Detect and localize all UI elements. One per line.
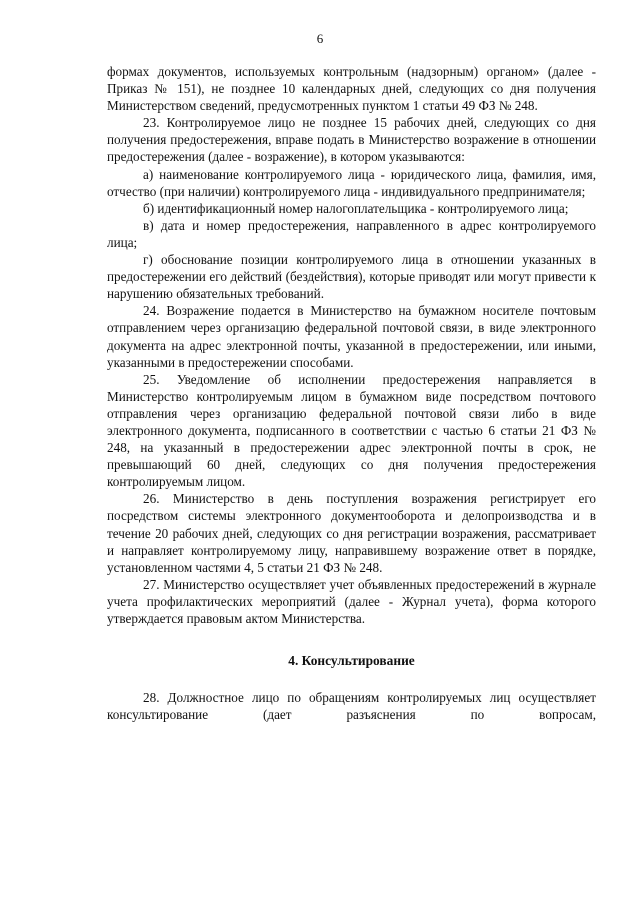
paragraph-23-a: а) наименование контролируемого лица - юридического лица, фамилия, имя, отчество (при наличии) контролируемого лица - индивидуального предпринимателя; <box>107 166 596 199</box>
paragraph-27: 27. Министерство осуществляет учет объявленных предостережений в журнале учета профилактических мероприятий (далее - Журнал учета), форма которого утверждается правовым актом Министерства. <box>107 576 596 626</box>
document-body <box>107 63 596 723</box>
paragraph-23-b: б) идентификационный номер налогоплательщика - контролируемого лица; <box>143 200 569 216</box>
paragraph-26: 26. Министерство в день поступления возражения регистрирует его посредством системы электронного документооборота и делопроизводства и в течение 20 рабочих дней, следующих со дня регистрации возражения, рассматривает и направляет контролируемому лицу, направившему возражение ответ в порядке, установленном частями 4, 5 статьи 21 ФЗ № 248. <box>107 491 596 575</box>
paragraph-23-v: в) дата и номер предостережения, направленного в адрес контролируемого лица; <box>107 217 596 250</box>
paragraph-25: 25. Уведомление об исполнении предостережения направляется в Министерство контролируемым лицом в бумажном виде посредством почтового отправления через организацию федеральной почтовой связи либо в виде электронного документа, подписанного в соответствии с частью 6 статьи 21 ФЗ № 248, на указанный в предостережении адрес электронной почты в срок, не превышающий 60 дней, следующих со дня получения предостережения контролируемым лицом. <box>107 371 596 490</box>
paragraph-23: 23. Контролируемое лицо не позднее 15 рабочих дней, следующих со дня получения предостережения, вправе подать в Министерство возражение в отношении предостережения (далее - возражение), в котором указываются: <box>107 115 596 165</box>
section-heading: 4. Консультирование <box>288 653 415 669</box>
page-number: 6 <box>316 31 324 46</box>
paragraph-24: 24. Возражение подается в Министерство на бумажном носителе почтовым отправлением через организацию федеральной почтовой связи, в виде электронного документа на адрес электронной почты, указанной в предостережении, или иными, указанными в предостережении способами. <box>107 303 596 370</box>
paragraph-23-g: г) обоснование позиции контролируемого лица в отношении указанных в предостережении его действий (бездействия), которые приводят или могут привести к нарушению обязательных требований. <box>107 252 596 302</box>
paragraph-continuation: формах документов, используемых контрольным (надзорным) органом» (далее - Приказ № 151), не позднее 10 календарных дней, следующих со дня получения Министерством сведений, предусмотренных пунктом 1 статьи 49 ФЗ № 248. <box>107 64 596 114</box>
paragraph-28: 28. Должностное лицо по обращениям контролируемых лиц осуществляет консультирование (дает разъяснения по вопросам, <box>107 690 596 723</box>
